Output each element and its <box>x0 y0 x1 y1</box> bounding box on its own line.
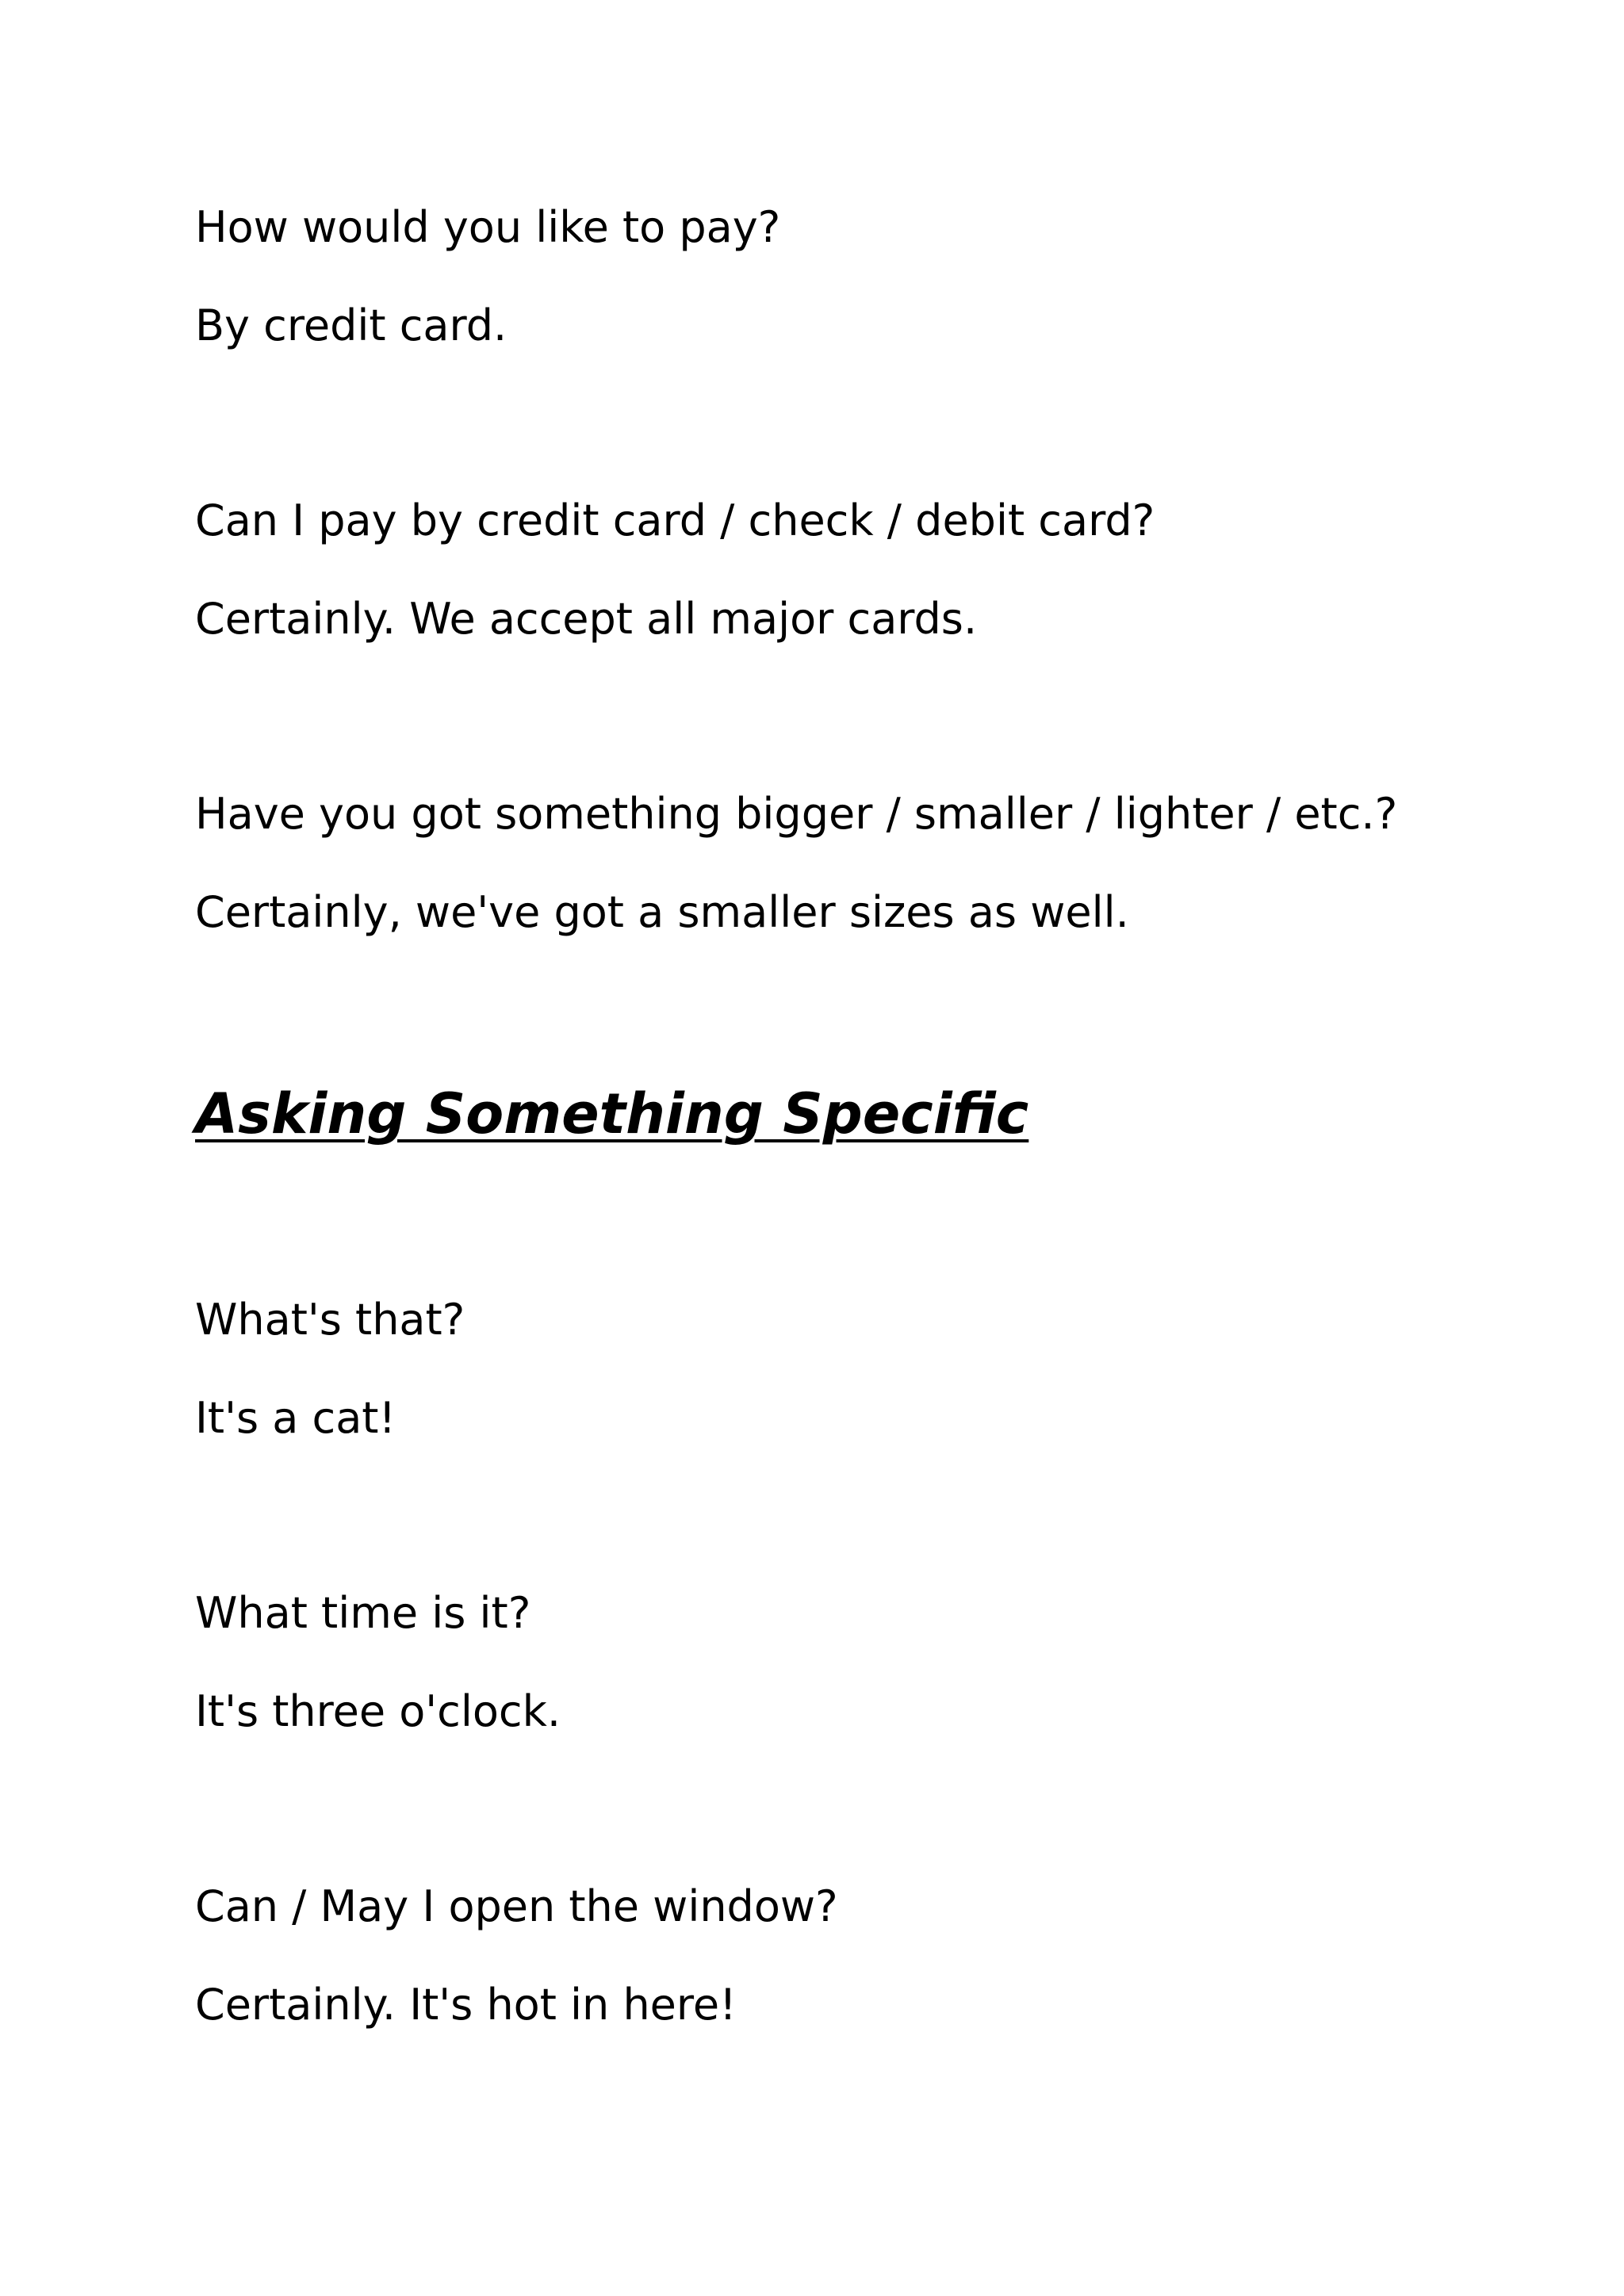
answer-sizes: Certainly, we've got a smaller sizes as well. <box>195 887 1129 937</box>
question-whats-that: What's that? <box>195 1295 465 1345</box>
answer-whats-that: It's a cat! <box>195 1393 396 1443</box>
question-time: What time is it? <box>195 1588 531 1638</box>
section-heading: Asking Something Specific <box>195 1081 1029 1146</box>
question-window: Can / May I open the window? <box>195 1881 838 1931</box>
answer-window: Certainly. It's hot in here! <box>195 1980 737 2030</box>
question-pay: How would you like to pay? <box>195 202 781 252</box>
question-sizes: Have you got something bigger / smaller / lighter / etc.? <box>195 789 1398 839</box>
answer-pay-by: Certainly. We accept all major cards. <box>195 594 978 644</box>
answer-time: It's three o'clock. <box>195 1686 561 1736</box>
question-pay-by: Can I pay by credit card / check / debit card? <box>195 496 1155 545</box>
answer-pay: By credit card. <box>195 300 508 350</box>
